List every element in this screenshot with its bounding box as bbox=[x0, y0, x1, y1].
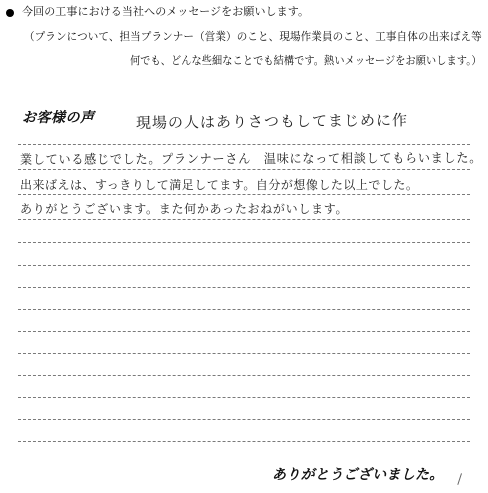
instruction-line-3: 何でも、どんな些細なことでも結構です。熱いメッセージをお願いします。） bbox=[130, 54, 482, 67]
writing-rule bbox=[18, 397, 470, 398]
writing-rule bbox=[18, 441, 470, 442]
writing-rule bbox=[18, 419, 470, 420]
writing-rule bbox=[18, 375, 470, 376]
writing-rule bbox=[18, 194, 470, 195]
handwritten-line-3: 出来ばえは、すっきりして満足してます。自分が想像した以上でした。 bbox=[20, 178, 419, 192]
bullet-icon bbox=[6, 9, 14, 17]
writing-rule bbox=[18, 265, 470, 266]
writing-rule bbox=[18, 309, 470, 310]
handwritten-line-2: 業している感じでした。プランナーさん 温味になって相談してもらいました。 bbox=[19, 151, 483, 168]
handwritten-line-1: 現場の人はありさつもしてまじめに作 bbox=[135, 111, 409, 132]
writing-rule bbox=[18, 242, 470, 243]
instruction-line-1: 今回の工事における当社へのメッセージをお願いします。 bbox=[22, 5, 310, 18]
closing-thanks: ありがとうございました。 bbox=[272, 467, 444, 483]
writing-rule bbox=[18, 353, 470, 354]
customer-voice-label: お客様の声 bbox=[22, 110, 95, 126]
writing-rule bbox=[18, 169, 470, 170]
writing-rule bbox=[18, 331, 470, 332]
instruction-line-2: （プランについて、担当プランナー（営業）のこと、現場作業員のこと、工事自体の出来ばえ等 bbox=[24, 30, 482, 43]
writing-rule bbox=[18, 287, 470, 288]
pen-mark bbox=[457, 473, 467, 487]
writing-rule bbox=[18, 219, 470, 220]
ruled-writing-area bbox=[18, 0, 470, 493]
handwritten-line-4: ありがとうございます。また何かあったおねがいします。 bbox=[20, 202, 349, 216]
instruction-block bbox=[0, 0, 488, 70]
writing-rule bbox=[18, 144, 470, 145]
